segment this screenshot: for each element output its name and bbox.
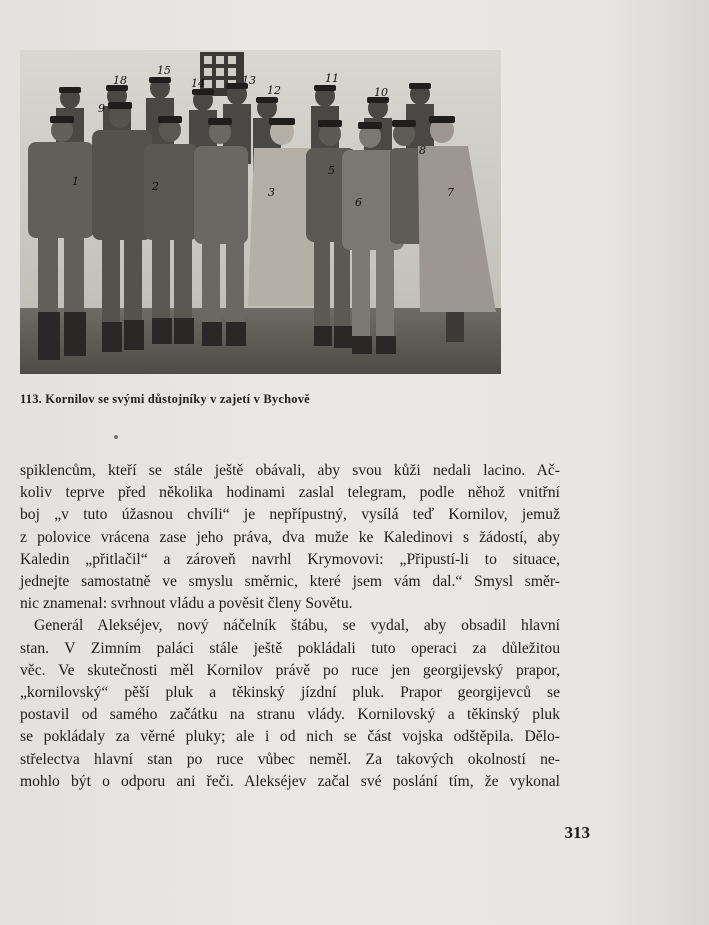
text-line: věc. Ve skutečnosti měl Kornilov právě po ruce jen georgijevský prapor,	[20, 661, 560, 679]
group-photograph	[20, 50, 501, 374]
photo-number: 5	[328, 164, 335, 177]
photo-number: 10	[374, 86, 388, 99]
photo-number: 15	[157, 64, 171, 77]
photo-number: 3	[268, 186, 275, 199]
text-line: Kaledin „přitlačil“ a zároveň navrhl Krymovovi: „Připustí-li to situace,	[20, 550, 560, 568]
figure-caption: 113. Kornilov se svými důstojníky v zajetí v Bychově	[20, 392, 310, 406]
page-number: 313	[564, 823, 590, 842]
body-text	[20, 460, 560, 793]
photo-number: 7	[447, 186, 454, 199]
text-line: postavil od samého začátku na stranu vlády. Kornilovský a těkinský pluk	[20, 706, 560, 724]
photo-number: 12	[267, 84, 281, 97]
text-line: stan. V Zimním paláci stále ještě pokládali tuto operaci za důležitou	[20, 639, 560, 657]
photo-number: 18	[113, 74, 127, 87]
text-line: boj „v tuto úžasnou chvíli“ je nepřípustný, vysílá teď Kornilov, jemuž	[20, 506, 560, 524]
text-line: jednejte samostatně ve smyslu směrnic, které jsem vám dal.“ Smysl směr-	[20, 573, 560, 591]
text-line: „kornilovský“ pěší pluk a těkinský jízdní pluk. Prapor georgijevců se	[20, 684, 560, 702]
text-line: z polovice vrácena zase jeho práva, dva muže ke Kaledinovi s žádostí, aby	[20, 528, 560, 546]
photo-number: 2	[152, 180, 159, 193]
text-line: koliv teprve před několika hodinami zaslal telegram, podle něhož vnitřní	[20, 484, 560, 502]
text-line: Generál Alekséjev, nový náčelník štábu, se vydal, aby obsadil hlavní	[34, 617, 560, 635]
text-line: mohlo být o odporu ani řeči. Alekséjev začal své poslání tím, že vykonal	[20, 772, 560, 790]
text-line: spiklencům, kteří se stále ještě obávali, aby svou kůži nedali lacino. Ač-	[20, 462, 560, 479]
photo-number: 9	[98, 102, 105, 115]
photo-number: 6	[355, 196, 362, 209]
photo-illustration	[20, 50, 501, 374]
text-line: střelectva hlavní stan po ruce vůbec neměl. Za takových okolností ne-	[20, 750, 560, 768]
photo-number: 1	[72, 175, 79, 188]
photo-number: 8	[419, 144, 426, 157]
ink-speck	[114, 435, 118, 439]
photo-number: 13	[242, 74, 256, 87]
text-line: se pokládaly za věrné pluky; ale i od nich se část vojska odštěpila. Dělo-	[20, 728, 560, 746]
photo-number: 11	[325, 72, 339, 85]
photo-number: 14	[191, 77, 205, 90]
text-line: nic znamenal: svrhnout vládu a pověsit členy Sovětu.	[20, 595, 353, 613]
